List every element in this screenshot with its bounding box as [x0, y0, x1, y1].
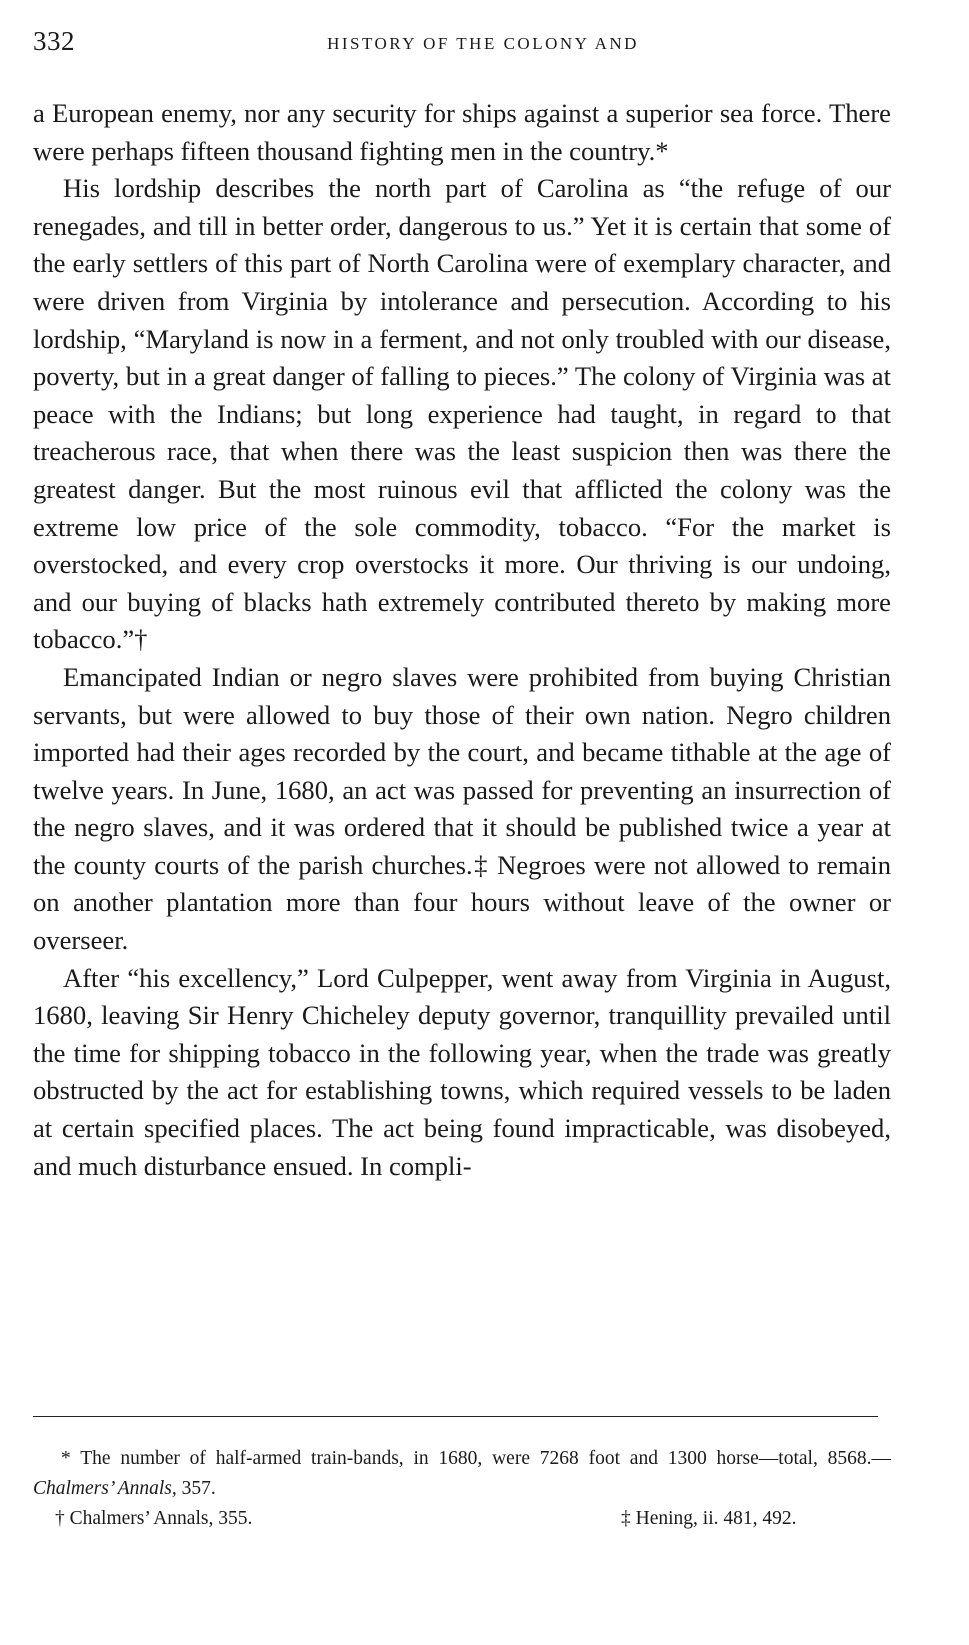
- footnote-double-dagger: ‡ Hening, ii. 481, 492.: [621, 1508, 797, 1529]
- paragraph-4: After “his excellency,” Lord Culpepper, went away from Virginia in August, 1680, leaving Sir Henry Chicheley deputy governor, tranquillity prevailed until the time for shipping tobacco in the following year, when the trade was greatly obstructed by the act for establishing towns, which required vessels to be laden at certain specified places. The act being found impracticable, was disobeyed, and much disturbance ensued. In compli-: [33, 962, 891, 1181]
- page-number: 332: [33, 26, 75, 56]
- footnote-row: [33, 1504, 891, 1538]
- paragraph-2: His lordship describes the north part of Carolina as “the refuge of our renegades, and till in better order, dangerous to us.” Yet it is certain that some of the early settlers of this part of North Carolina were of exemplary character, and were driven from Virginia by intolerance and persecution. According to his lordship, “Maryland is now in a ferment, and not only troubled with our disease, poverty, but in a great danger of falling to pieces.” The colony of Virginia was at peace with the Indians; but long experience had taught, in regard to that treacherous race, that when there was the least suspicion then was there the greatest danger. But the most ruinous evil that afflicted the colony was the extreme low price of the sole commodity, tobacco. “For the market is overstocked, and every crop overstocks it more. Our thriving is our undoing, and our buying of blacks hath extremely contributed thereto by making more tobacco.”†: [33, 173, 891, 655]
- footnote-star: [33, 1444, 891, 1504]
- footnotes: [33, 1444, 891, 1538]
- paragraph-1: a European enemy, nor any security for ships against a superior sea force. There were perhaps fifteen thousand fighting men in the country.*: [33, 98, 891, 166]
- footnote-divider: [33, 1416, 878, 1417]
- footnote-star-text: * The number of half-armed train-bands, in 1680, were 7268 foot and 1300 horse—total, 8568.—: [61, 1448, 891, 1469]
- running-head: [33, 26, 893, 66]
- footnote-star-page: 357.: [176, 1478, 216, 1499]
- paragraph-3: Emancipated Indian or negro slaves were prohibited from buying Christian servants, but were allowed to buy those of their own nation. Negro children imported had their ages recorded by the court, and became tithable at the age of twelve years. In June, 1680, an act was passed for preventing an insurrection of the negro slaves, and it was ordered that it should be published twice a year at the county courts of the parish churches.‡ Negroes were not allowed to remain on another plantation more than four hours without leave of the owner or overseer.: [33, 661, 891, 956]
- footnote-dagger: † Chalmers’ Annals, 355.: [55, 1508, 253, 1529]
- footnote-star-source: Chalmers’ Annals,: [33, 1478, 177, 1499]
- running-title: HISTORY OF THE COLONY AND: [327, 34, 639, 53]
- body-text: [33, 95, 891, 1185]
